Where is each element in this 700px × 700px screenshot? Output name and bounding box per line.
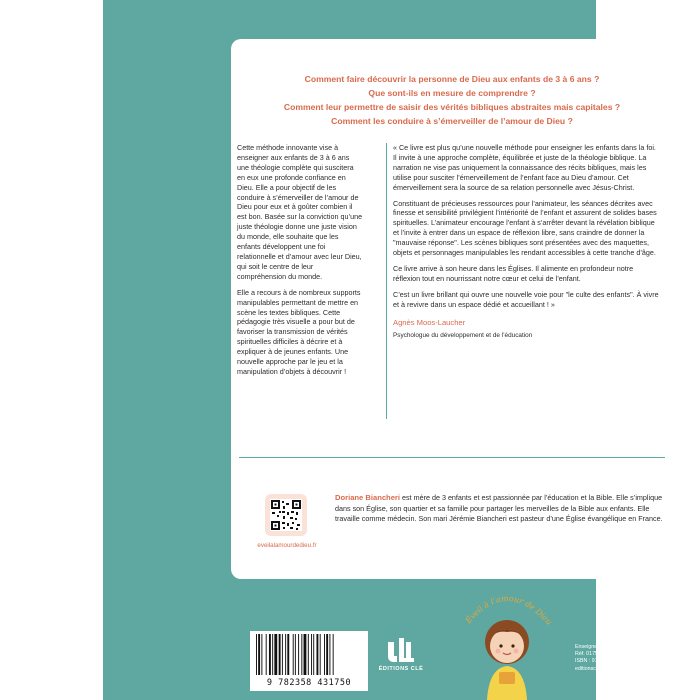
book-category: Enseignement des enfants/Pédagogie (575, 644, 665, 650)
publisher-website[interactable]: editionscle.com (575, 665, 612, 672)
testimonial-paragraph: Ce livre arrive à son heure dans les Églises. Il alimente en profondeur notre réflexion tout en nourrissant notre cœur et celui de l’enfant. (393, 263, 634, 283)
column-divider (386, 143, 387, 419)
book-isbn: ISBN : 978-2-35843-175-0 (575, 658, 638, 665)
qr-code-icon[interactable] (265, 494, 307, 536)
testimonial (393, 143, 661, 340)
questions-block (231, 72, 673, 128)
editions-cle-logo-icon (377, 636, 425, 686)
book-metadata (575, 644, 685, 673)
question-line: Comment les conduire à s’émerveiller de l’amour de Dieu ? (331, 116, 573, 126)
isbn-barcode-number: 9 782358 431750 (266, 678, 352, 688)
question-line: Comment leur permettre de saisir des vérités bibliques abstraites mais capitales ? (283, 102, 621, 112)
testimonial-paragraph: Constituant de précieuses ressources pour l’animateur, les séances décrites avec finesse et sensibilité privilégient l’intériorité de l’enfant et assurent de solides bases spirituelles. L’animateur encourage l’enfant à s’arrêter devant la révélation biblique et l’invite à entrer dans un espace de réflexion libre, sans craindre de donner la "mauvaise réponse". Les scènes bibliques sont présentées avec des maquettes, objets et personnages manipulables les rendant accessibles à cette tranche d’âge. (393, 198, 657, 258)
content-card (231, 39, 673, 579)
testimonial-paragraph: « Ce livre est plus qu’une nouvelle méthode pour enseigner les enfants dans la foi. Il invite à une approche complète, équilibrée et juste de la théologie biblique. La narration ne vise pas uniquement la connaissance des récits bibliques, mais les utilise pour susciter l’émerveillement de l’enfant face au Dieu d’amour. Cet émerveillement sera la source de sa relation personnelle avec Jésus-Christ. (393, 143, 656, 192)
testimonial-author: Agnès Moos-Laucher (393, 317, 466, 327)
question-line: Comment faire découvrir la personne de Dieu aux enfants de 3 à 6 ans ? (304, 74, 600, 84)
description-paragraph: Elle a recours à de nombreux supports manipulables permettant de mettre en scène les textes bibliques. Cette pédagogie très visuelle a pour but de favoriser la transmission de vérités spirituelles difficiles à décrire et à expliquer à de jeunes enfants. Une nouvelle approche par le jeu et la manipulation d’objets à découvrir ! (237, 287, 361, 376)
back-cover (103, 0, 665, 700)
author-bio-text: est mère de 3 enfants et est passionnée par l’éducation et la Bible. Elle s’implique dans son Église, son quartier et sa famille pour partager les merveilles de la Bible aux enfants. Elle travaille comme médecin. Son mari Jérémie Biancheri est pasteur d’une Église évangélique en France. (335, 493, 663, 524)
question-line: Que sont-ils en mesure de comprendre ? (368, 88, 536, 98)
publisher-name: ÉDITIONS CLÉ (378, 666, 424, 672)
website-link[interactable]: eveilalamourdedieu.fr (257, 542, 317, 549)
testimonial-paragraph: C’est un livre brillant qui ouvre une nouvelle voie pour "le culte des enfants". À vivre et à revivre dans un espace dédié et accueillant ! » (393, 289, 659, 309)
author-bio (335, 493, 665, 525)
section-divider (239, 457, 665, 458)
author-name: Doriane Biancheri (335, 493, 400, 502)
book-reference: Réf. 0175 (575, 651, 598, 658)
mascot-arc-text: Éveil à l’amour de Dieu (463, 593, 554, 627)
child-mascot-icon (459, 584, 555, 700)
testimonial-author-role: Psychologue du développement et de l’éducation (393, 331, 533, 339)
method-description (237, 143, 363, 383)
barcode-icon (250, 631, 368, 691)
description-paragraph: Cette méthode innovante vise à enseigner aux enfants de 3 à 6 ans une théologie complète qui suscitera en eux une profonde confiance en Dieu. Elle a pour objectif de les conduire à s’émerveiller de l’amour de Dieu pour eux et à goûter combien il est bon. Basée sur la conviction qu’une juste théologie donne une juste vision du monde, elle souhaite que les enfants développent une foi relationnelle et d’amour avec leur Dieu, qui soit le centre de leur compréhension du monde. (237, 143, 363, 281)
